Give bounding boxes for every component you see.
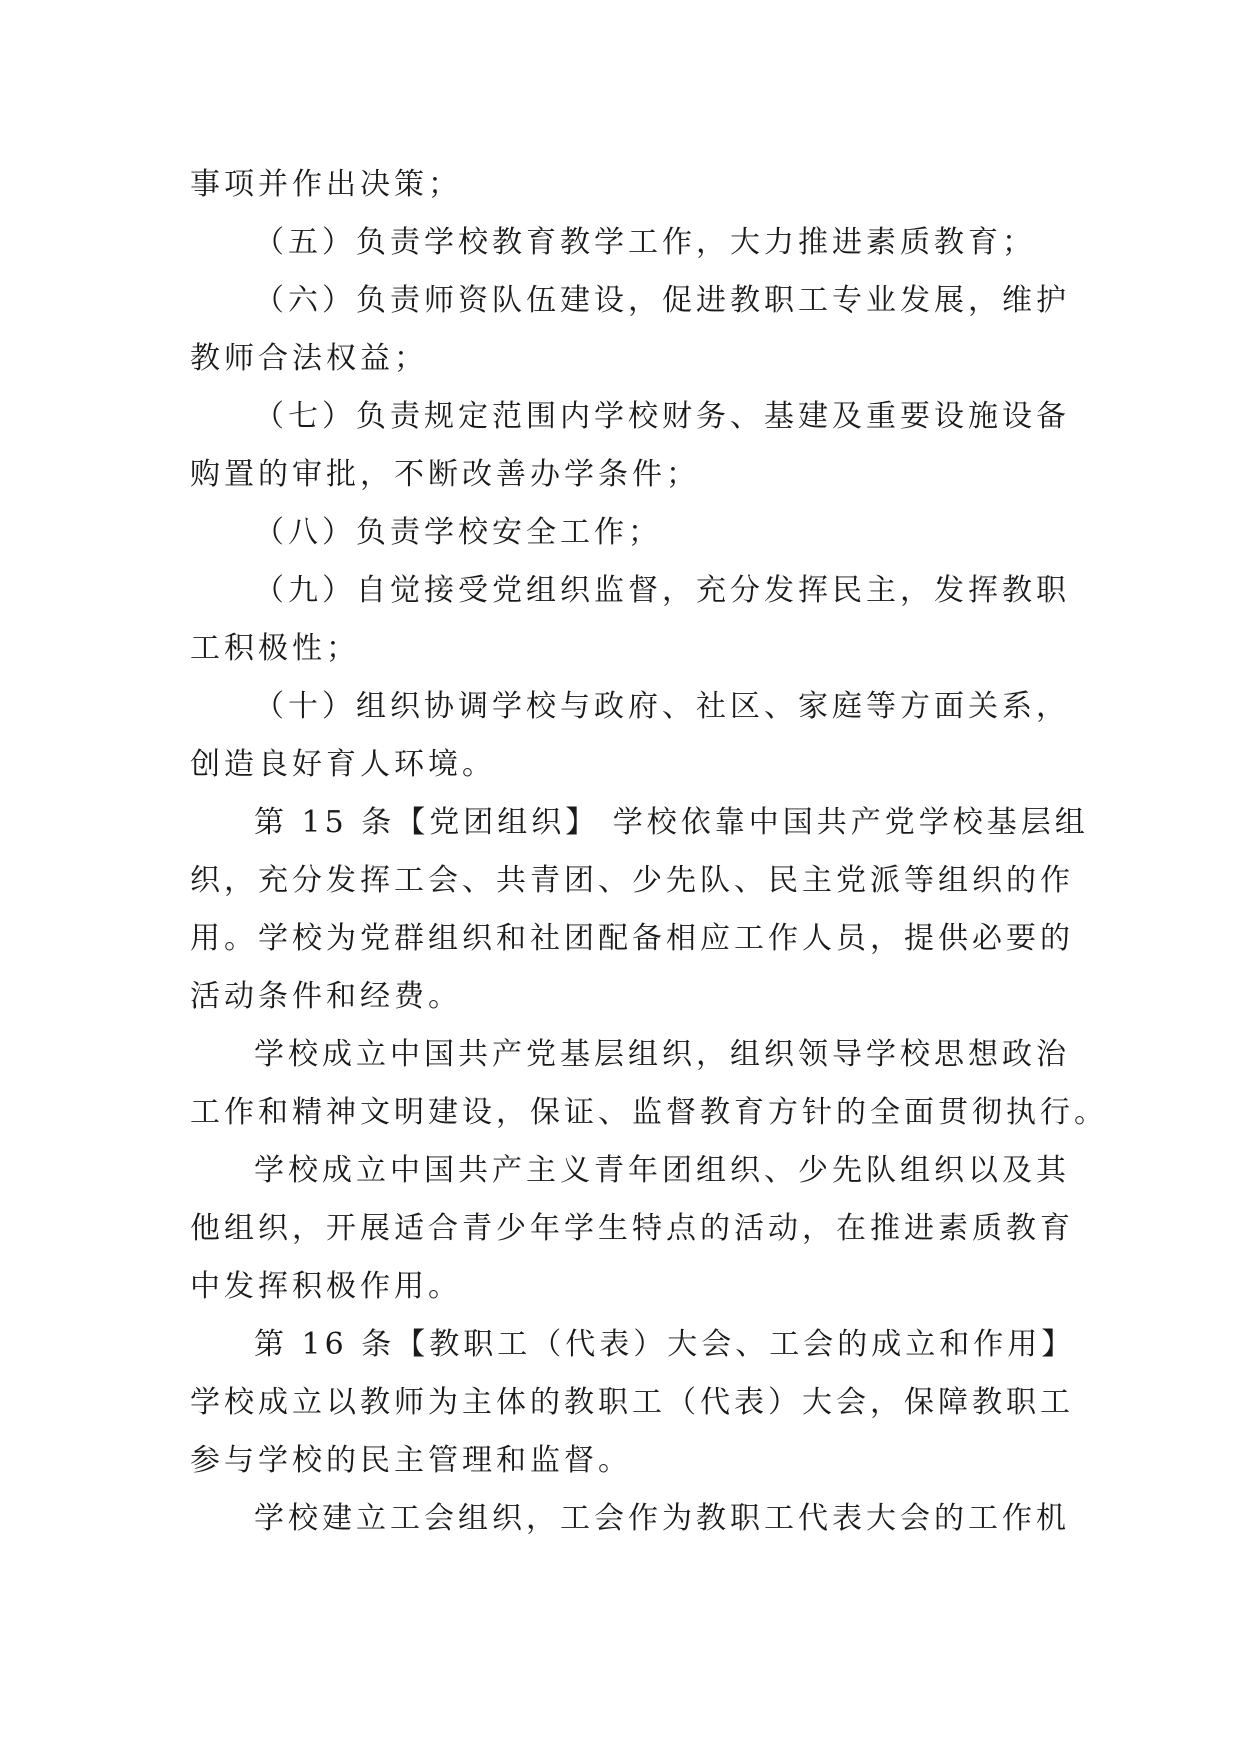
- text-line: （五）负责学校教育教学工作，大力推进素质教育；: [254, 225, 1036, 260]
- text-line: 工积极性；: [190, 631, 360, 666]
- text-line: （六）负责师资队伍建设，促进教职工专业发展，维护: [254, 283, 1070, 318]
- text-line: 创造良好育人环境。: [190, 747, 496, 782]
- text-line: 购置的审批，不断改善办学条件；: [190, 457, 700, 492]
- text-line: 学校成立以教师为主体的教职工（代表）大会，保障教职工: [190, 1385, 1074, 1420]
- text-line: 学校成立中国共产主义青年团组织、少先队组织以及其: [254, 1153, 1070, 1188]
- document-body: [190, 156, 1108, 1548]
- text-line: 他组织，开展适合青少年学生特点的活动，在推进素质教育: [190, 1211, 1074, 1246]
- text-line: 参与学校的民主管理和监督。: [190, 1443, 632, 1478]
- text-line: 织，充分发挥工会、共青团、少先队、民主党派等组织的作: [190, 863, 1074, 898]
- text-line: （九）自觉接受党组织监督，充分发挥民主，发挥教职: [254, 573, 1070, 608]
- text-line: 工作和精神文明建设，保证、监督教育方针的全面贯彻执行。: [190, 1095, 1108, 1130]
- text-line: 中发挥积极作用。: [190, 1269, 462, 1304]
- text-line: 活动条件和经费。: [190, 979, 462, 1014]
- text-line: 学校成立中国共产党基层组织，组织领导学校思想政治: [254, 1037, 1070, 1072]
- text-line: 用。学校为党群组织和社团配备相应工作人员，提供必要的: [190, 921, 1074, 956]
- text-line: （十）组织协调学校与政府、社区、家庭等方面关系，: [254, 689, 1070, 724]
- article-15-heading-line: 第 15 条【党团组织】 学校依靠中国共产党学校基层组: [254, 805, 1089, 840]
- text-line: 事项并作出决策；: [190, 167, 462, 202]
- text-line: 学校建立工会组织，工会作为教职工代表大会的工作机: [254, 1501, 1070, 1536]
- text-line: （七）负责规定范围内学校财务、基建及重要设施设备: [254, 399, 1070, 434]
- text-line: （八）负责学校安全工作；: [254, 515, 662, 550]
- text-line: 教师合法权益；: [190, 341, 428, 376]
- article-16-heading-line: 第 16 条【教职工（代表）大会、工会的成立和作用】: [254, 1327, 1076, 1362]
